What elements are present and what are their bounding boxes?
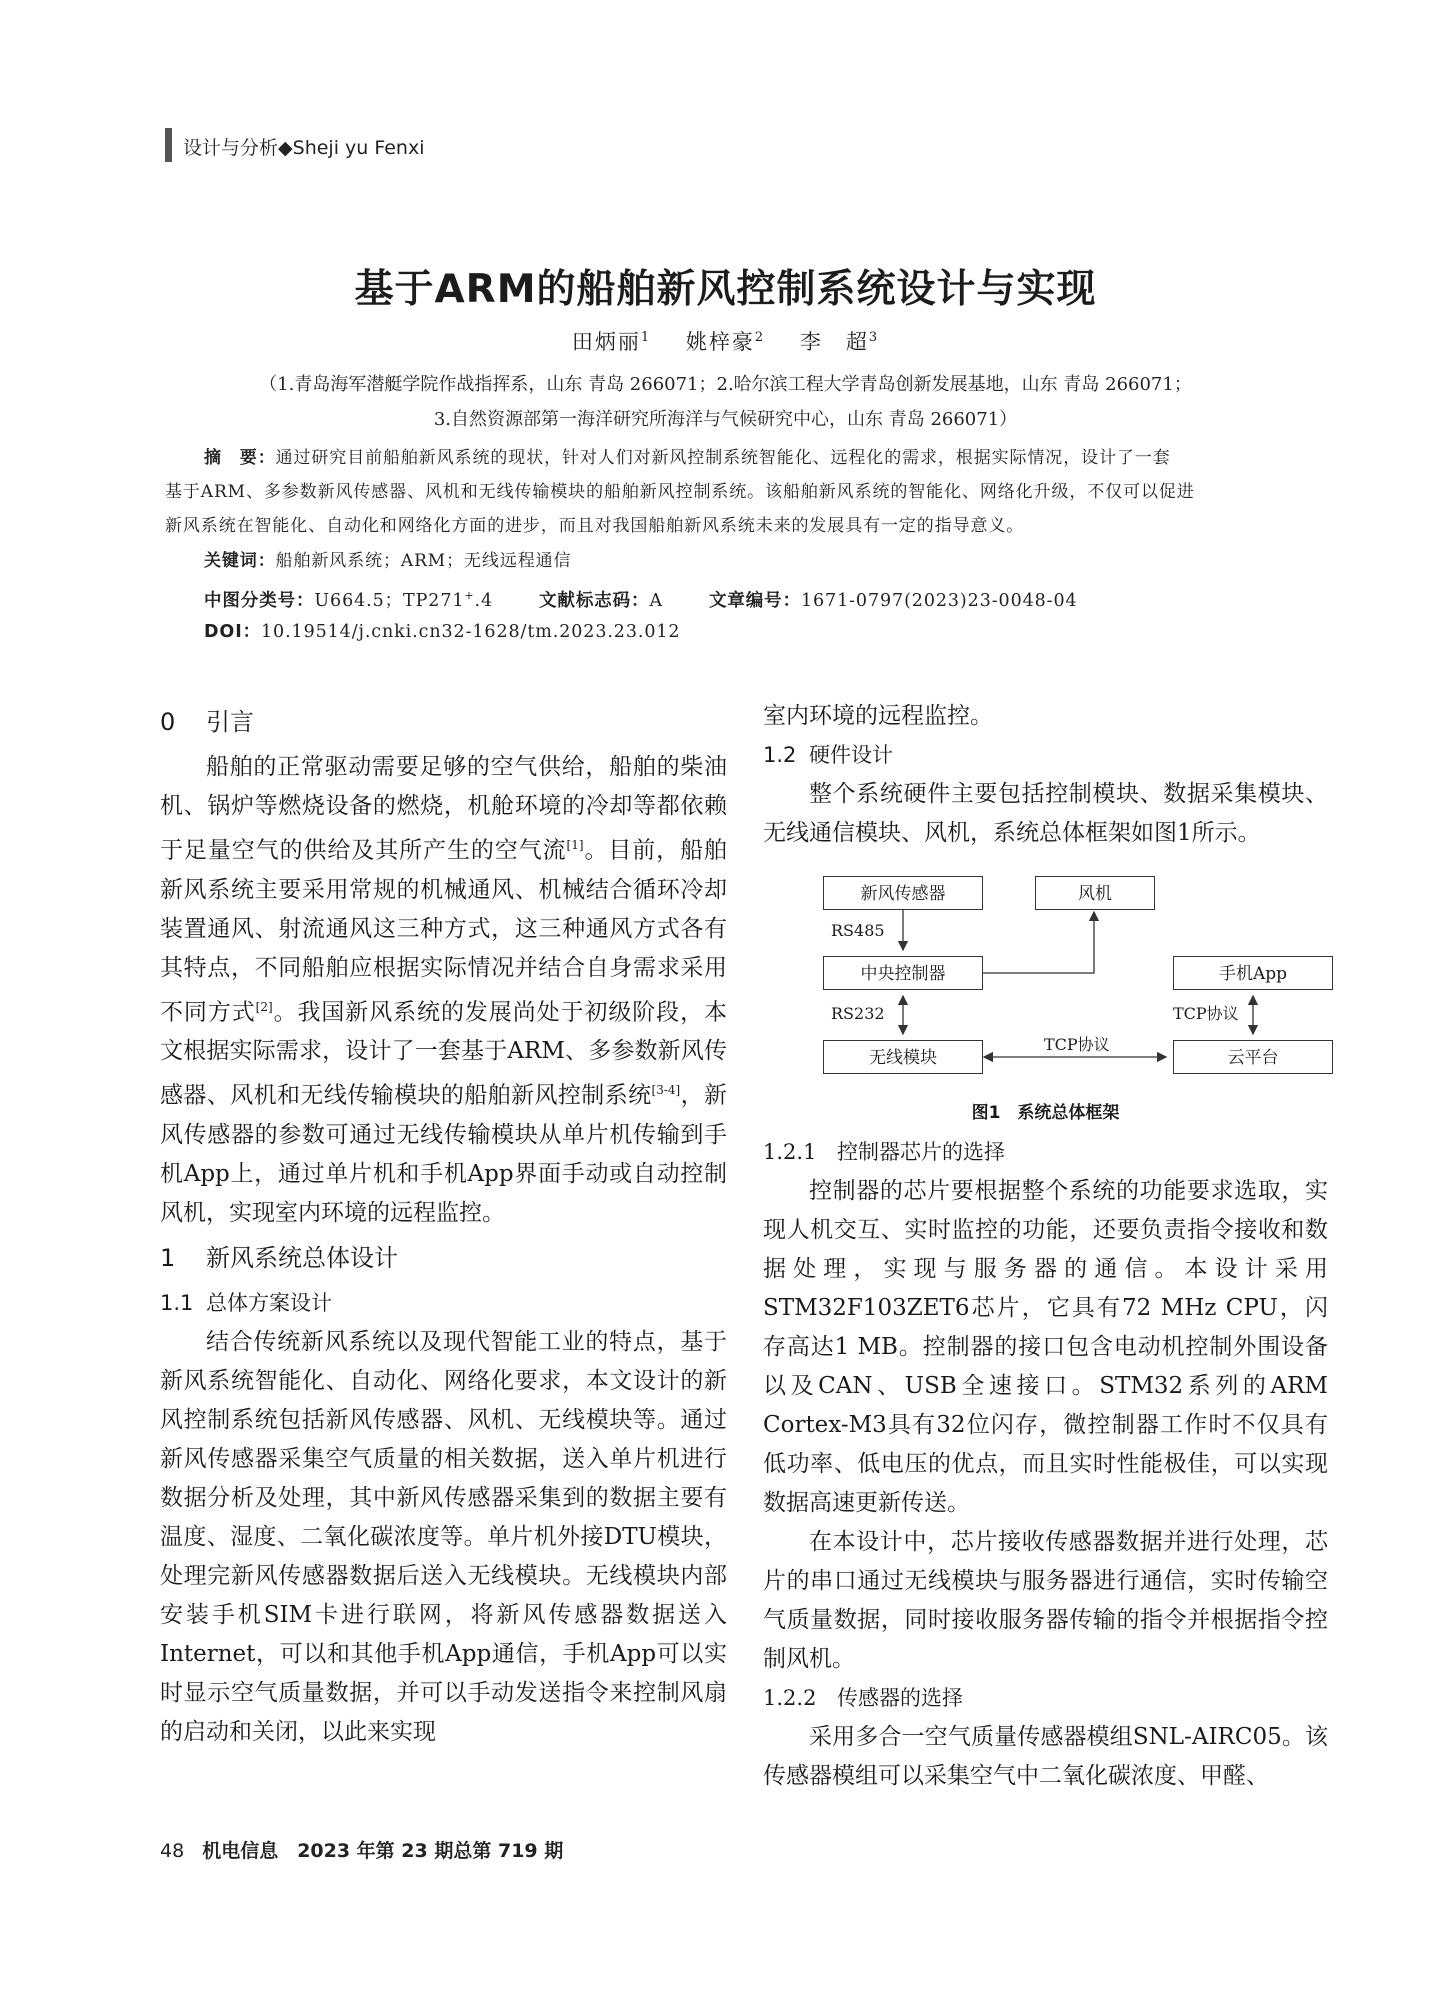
paragraph-text: ，新风传感器的参数可通过无线传输模块从单片机传输到手机App上，通过单片机和手机App界面手动或自动控制风机，实现室内环境的远程监控。 <box>160 1082 728 1226</box>
paragraph-sensor: 采用多合一空气质量传感器模组SNL-AIRC05。该传感器模组可以采集空气中二氧化碳浓度、甲醛、 <box>763 1724 1328 1789</box>
clc-label: 中图分类号： <box>204 590 315 611</box>
section-heading-intro <box>160 703 727 742</box>
subsubsection-number: 1.2.1 <box>763 1140 817 1164</box>
system-framework-diagram <box>763 859 1328 1091</box>
box-fan: 风机 <box>1035 876 1155 910</box>
author-affiliation-mark: 2 <box>754 330 766 345</box>
box-central-controller: 中央控制器 <box>823 956 983 990</box>
section-title: 引言 <box>206 708 254 736</box>
author-name: 田炳丽 <box>571 330 641 354</box>
paragraph-text: 。我国新风系统的发展尚处于初级阶段，本文根据实际需求，设计了一套基于ARM、多参数新风传感器、风机和无线传输模块的船舶新风控制系统 <box>160 999 728 1109</box>
keywords-line <box>204 544 1369 578</box>
subsection-number: 1.2 <box>763 743 797 767</box>
header-section-pinyin: Sheji yu Fenxi <box>292 137 425 159</box>
running-header <box>183 133 425 160</box>
doc-code-value: A <box>649 590 663 611</box>
abstract-line <box>204 441 1330 475</box>
citation-ref: [1] <box>566 838 584 852</box>
subsection-heading <box>763 736 1328 775</box>
subsubsection-title: 传感器的选择 <box>837 1686 963 1710</box>
paragraph-chip-function: 在本设计中，芯片接收传感器数据并进行处理，芯片的串口通过无线模块与服务器进行通信，实时传输空气质量数据，同时接收服务器传输的指令并根据指令控制风机。 <box>763 1529 1328 1672</box>
citation-ref: [2] <box>255 999 273 1014</box>
author-list <box>0 326 1451 356</box>
article-title: 基于ARM的船舶新风控制系统设计与实现 <box>354 267 1097 312</box>
left-column <box>160 697 727 1752</box>
article-number-label: 文章编号： <box>708 590 801 611</box>
doi-line <box>204 615 1369 649</box>
keywords-label: 关键词： <box>204 551 276 571</box>
author-name: 李 超 <box>799 330 869 354</box>
page-footer <box>160 1836 563 1863</box>
label-rs485: RS485 <box>831 921 885 940</box>
subsubsection-title: 控制器芯片的选择 <box>837 1140 1005 1164</box>
box-cloud-platform: 云平台 <box>1173 1040 1333 1074</box>
paragraph-intro <box>160 748 727 1233</box>
clc-sup: + <box>464 589 475 602</box>
subsection-heading <box>160 1284 727 1323</box>
box-fresh-air-sensor: 新风传感器 <box>823 876 983 910</box>
doc-code-label: 文献标志码： <box>539 590 650 611</box>
box-wireless-module: 无线模块 <box>823 1040 983 1074</box>
paragraph-scheme: 结合传统新风系统以及现代智能工业的特点，基于新风系统智能化、自动化、网络化要求，本文设计的新风控制系统包括新风传感器、风机、无线模块等。通过新风传感器采集空气质量的相关数据，送入单片机进行数据分析及处理，其中新风传感器采集到的数据主要有温度、湿度、二氧化碳浓度等。单片机外接DTU模块，处理完新风传感器数据后送入无线模块。无线模块内部安装手机SIM卡进行联网，将新风传感器数据送入Internet，可以和其他手机App通信，手机App可以实时显示空气质量数据，并可以手动发送指令来控制风扇的启动和关闭，以此来实现 <box>160 1328 727 1745</box>
citation-ref: [3-4] <box>651 1083 681 1098</box>
header-bar-decoration <box>165 128 172 162</box>
paragraph-hardware: 整个系统硬件主要包括控制模块、数据采集模块、无线通信模块、风机，系统总体框架如图1所示。 <box>763 781 1328 846</box>
journal-issue: 机电信息 2023 年第 23 期总第 719 期 <box>202 1840 564 1862</box>
classification-line <box>204 579 1369 618</box>
affiliation-line: 3.自然资源部第一海洋研究所海洋与气候研究中心，山东 青岛 266071） <box>433 409 1018 430</box>
right-column <box>763 697 1328 1796</box>
label-tcp-app-cloud: TCP协议 <box>1173 1004 1239 1023</box>
section-number: 0 <box>160 708 176 736</box>
section-title: 新风系统总体设计 <box>206 1243 398 1272</box>
figure-caption: 图1 系统总体框架 <box>971 1103 1120 1123</box>
abstract-line: 新风系统在智能化、自动化和网络化方面的进步，而且对我国船舶新风系统未来的发展具有一定的指导意义。 <box>165 516 1025 536</box>
subsection-title: 硬件设计 <box>809 743 893 767</box>
label-tcp-wireless-cloud: TCP协议 <box>1044 1035 1110 1054</box>
subsection-number: 1.1 <box>160 1290 194 1315</box>
paragraph-controller-chip: 控制器的芯片要根据整个系统的功能要求选取，实现人机交互、实时监控的功能，还要负责指令接收和数据处理，实现与服务器的通信。本设计采用STM32F103ZET6芯片，它具有72 MHz CPU，闪存高达1 MB。控制器的接口包含电动机控制外围设备以及CAN、USB全速接口。STM32系列的ARM Cortex-M3具有32位闪存，微控制器工作时不仅具有低功率、低电压的优点，而且实时性能极佳，可以实现数据高速更新传送。 <box>763 1178 1328 1516</box>
label-rs232: RS232 <box>831 1004 885 1023</box>
subsubsection-number: 1.2.2 <box>763 1686 817 1710</box>
author-affiliation-mark: 3 <box>868 330 880 345</box>
clc-value: U664.5；TP271 <box>314 590 465 611</box>
header-section-zh: 设计与分析 <box>183 137 279 159</box>
arrow-mcu-to-fan <box>983 912 1094 973</box>
diamond-icon: ◆ <box>278 137 293 159</box>
subsubsection-heading <box>763 1133 1328 1172</box>
section-number: 1 <box>160 1243 176 1272</box>
paragraph-text: 船舶的正常驱动需要足够的空气供给，船舶的柴油机、锅炉等燃烧设备的燃烧，机舱环境的冷却等都依赖于足量空气的供给及其所产生的空气流 <box>160 754 727 864</box>
box-mobile-app: 手机App <box>1173 956 1333 990</box>
clc-tail: .4 <box>474 590 494 611</box>
abstract-label: 摘 要： <box>204 448 276 468</box>
keywords-text: 船舶新风系统；ARM；无线远程通信 <box>275 551 572 571</box>
paragraph-continued: 室内环境的远程监控。 <box>763 703 993 729</box>
doi-value: 10.19514/j.cnki.cn32-1628/tm.2023.23.012 <box>261 622 681 642</box>
subsubsection-heading <box>763 1679 1328 1718</box>
paragraph-text: 。目前，船舶新风系统主要采用常规的机械通风、机械结合循环冷却装置通风、射流通风这三种方式，这三种通风方式各有其特点，不同船舶应根据实际情况并结合自身需求采用不同方式 <box>160 837 728 1026</box>
abstract-line: 基于ARM、多参数新风传感器、风机和无线传输模块的船舶新风控制系统。该船舶新风系统的智能化、网络化升级，不仅可以促进 <box>165 482 1195 502</box>
subsection-title: 总体方案设计 <box>206 1290 332 1315</box>
author-name: 姚梓豪 <box>685 330 755 354</box>
affiliation-line: （1.青岛海军潜艇学院作战指挥系，山东 青岛 266071；2.哈尔滨工程大学青岛创新发展基地，山东 青岛 266071； <box>259 374 1192 395</box>
doi-label: DOI： <box>204 622 262 642</box>
author-affiliation-mark: 1 <box>640 330 652 345</box>
article-number-value: 1671-0797(2023)23-0048-04 <box>800 590 1078 611</box>
section-heading-overall-design <box>160 1239 727 1278</box>
page-number: 48 <box>160 1840 185 1862</box>
abstract-text: 通过研究目前船舶新风系统的现状，针对人们对新风控制系统智能化、远程化的需求，根据实际情况，设计了一套 <box>275 448 1171 468</box>
